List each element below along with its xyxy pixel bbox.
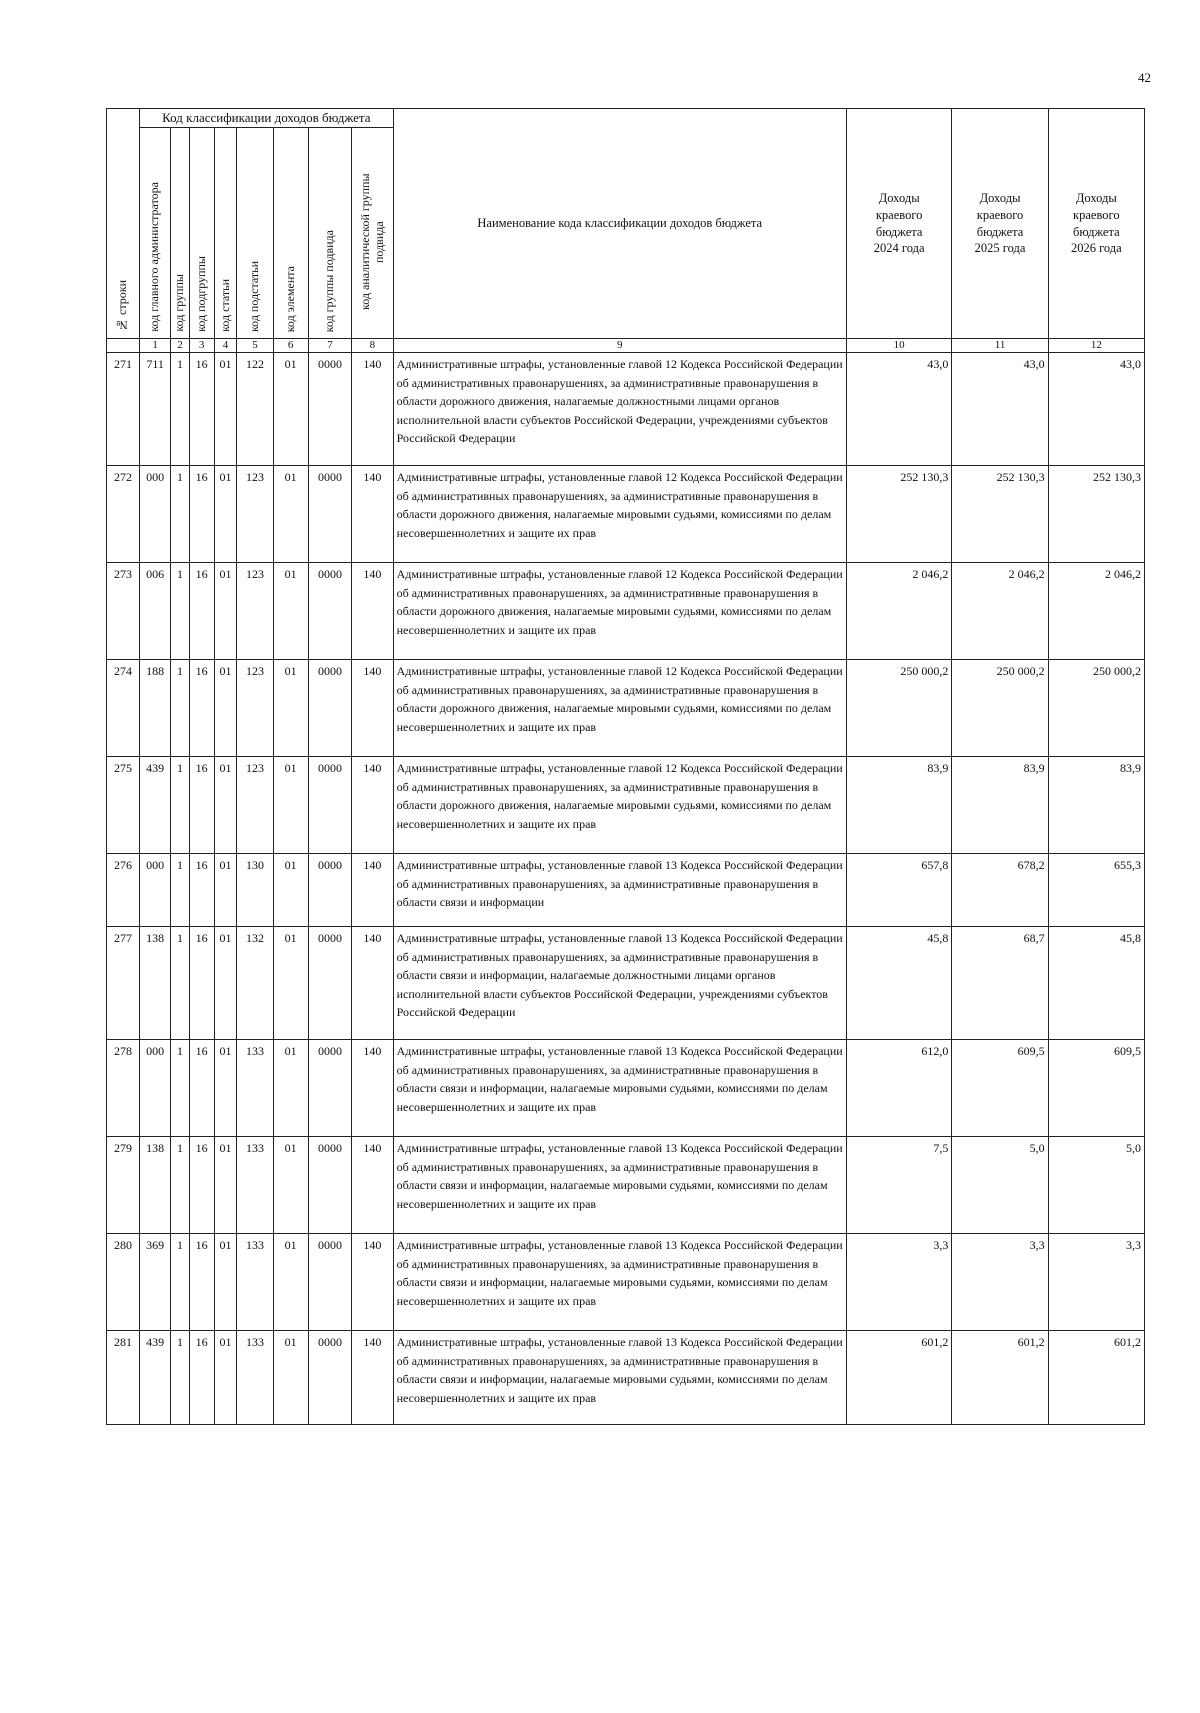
admin-code-cell: 000 [140, 854, 171, 927]
column-number: 6 [273, 339, 308, 353]
income-2025-header [952, 109, 1048, 339]
subtype-group-code-cell: 0000 [308, 927, 351, 1040]
income-2025-cell: 2 046,2 [952, 563, 1048, 660]
element-code-cell: 01 [273, 757, 308, 854]
row-number-cell: 278 [107, 1040, 140, 1137]
article-code-cell: 01 [214, 563, 237, 660]
column-number: 9 [393, 339, 846, 353]
analytic-group-code-cell: 140 [352, 1234, 393, 1331]
subtype-group-code-cell: 0000 [308, 1040, 351, 1137]
group-code-cell: 1 [171, 563, 190, 660]
group-code-cell: 1 [171, 466, 190, 563]
income-code-name-cell: Административные штрафы, установленные главой 12 Кодекса Российской Федерации об административных правонарушениях, за административные правонарушения в области дорожного движения, налагаемые мировыми судьями, комиссиями по делам несовершеннолетних и защите их прав [393, 563, 846, 660]
income-2024-cell: 601,2 [846, 1331, 952, 1425]
subtype-group-code-cell: 0000 [308, 1234, 351, 1331]
income-2025-cell: 609,5 [952, 1040, 1048, 1137]
table-row [107, 466, 1145, 563]
income-2024-cell: 7,5 [846, 1137, 952, 1234]
income-2024-header-line: краевого [875, 207, 923, 222]
column-number: 5 [237, 339, 273, 353]
income-2026-cell: 3,3 [1048, 1234, 1144, 1331]
column-number: 7 [308, 339, 351, 353]
income-2026-cell: 655,3 [1048, 854, 1144, 927]
income-code-name-cell: Административные штрафы, установленные главой 13 Кодекса Российской Федерации об административных правонарушениях, за административные правонарушения в области связи и информации, налагаемые мировыми судьями, комиссиями по делам несовершеннолетних и защите их прав [393, 1234, 846, 1331]
analytic-group-code-header [352, 128, 393, 339]
table-row [107, 927, 1145, 1040]
income-2026-cell: 2 046,2 [1048, 563, 1144, 660]
article-code-cell: 01 [214, 927, 237, 1040]
row-number-cell: 277 [107, 927, 140, 1040]
subarticle-code-cell: 130 [237, 854, 273, 927]
income-2025-cell: 252 130,3 [952, 466, 1048, 563]
subgroup-code-cell: 16 [189, 1234, 214, 1331]
table-row [107, 353, 1145, 466]
income-2025-header-line: Доходы [979, 190, 1021, 205]
group-code-cell: 1 [171, 1234, 190, 1331]
income-2025-header-line: бюджета [976, 224, 1024, 239]
income-code-name-cell: Административные штрафы, установленные главой 12 Кодекса Российской Федерации об административных правонарушениях, за административные правонарушения в области дорожного движения, налагаемые мировыми судьями, комиссиями по делам несовершеннолетних и защите их прав [393, 757, 846, 854]
table-row [107, 660, 1145, 757]
income-2025-cell: 3,3 [952, 1234, 1048, 1331]
row-number-cell: 272 [107, 466, 140, 563]
row-number-cell: 279 [107, 1137, 140, 1234]
income-2025-header-line: 2025 года [974, 241, 1026, 256]
income-2025-cell: 250 000,2 [952, 660, 1048, 757]
subarticle-code-cell: 123 [237, 563, 273, 660]
subtype-group-code-cell: 0000 [308, 1137, 351, 1234]
subtype-group-code-header [308, 128, 351, 339]
income-2025-cell: 5,0 [952, 1137, 1048, 1234]
subtype-group-code-cell: 0000 [308, 466, 351, 563]
admin-code-cell: 138 [140, 1137, 171, 1234]
income-2024-cell: 252 130,3 [846, 466, 952, 563]
row-number-header-label: № строки [115, 280, 130, 332]
article-code-cell: 01 [214, 1331, 237, 1425]
income-code-name-cell: Административные штрафы, установленные главой 12 Кодекса Российской Федерации об административных правонарушениях, за административные правонарушения в области дорожного движения, налагаемые должностными лицами органов исполнительной власти субъектов Российской Федерации, учреждениями субъектов Российской Федерации [393, 353, 846, 466]
article-code-header [214, 128, 237, 339]
row-number-cell: 275 [107, 757, 140, 854]
element-code-cell: 01 [273, 563, 308, 660]
income-2024-cell: 2 046,2 [846, 563, 952, 660]
income-code-name-cell: Административные штрафы, установленные главой 12 Кодекса Российской Федерации об административных правонарушениях, за административные правонарушения в области дорожного движения, налагаемые мировыми судьями, комиссиями по делам несовершеннолетних и защите их прав [393, 466, 846, 563]
name-column-header: Наименование кода классификации доходов бюджета [393, 109, 846, 339]
income-2025-cell: 601,2 [952, 1331, 1048, 1425]
subgroup-code-cell: 16 [189, 563, 214, 660]
subarticle-code-cell: 133 [237, 1331, 273, 1425]
income-2024-cell: 45,8 [846, 927, 952, 1040]
analytic-group-code-cell: 140 [352, 757, 393, 854]
element-code-cell: 01 [273, 1331, 308, 1425]
element-code-cell: 01 [273, 1040, 308, 1137]
column-number [107, 339, 140, 353]
group-code-cell: 1 [171, 353, 190, 466]
table-row [107, 1234, 1145, 1331]
element-code-header-label: код элемента [282, 265, 297, 332]
row-number-header [107, 109, 140, 339]
income-2026-header [1048, 109, 1144, 339]
subarticle-code-cell: 122 [237, 353, 273, 466]
subarticle-code-cell: 133 [237, 1040, 273, 1137]
row-number-cell: 271 [107, 353, 140, 466]
table-header [107, 109, 1145, 353]
income-2026-cell: 609,5 [1048, 1040, 1144, 1137]
subgroup-code-header-label: код подгруппы [193, 256, 208, 332]
article-code-cell: 01 [214, 660, 237, 757]
subgroup-code-cell: 16 [189, 854, 214, 927]
admin-code-cell: 000 [140, 466, 171, 563]
row-number-cell: 280 [107, 1234, 140, 1331]
income-code-name-cell: Административные штрафы, установленные главой 13 Кодекса Российской Федерации об административных правонарушениях, за административные правонарушения в области связи и информации, налагаемые мировыми судьями, комиссиями по делам несовершеннолетних и защите их прав [393, 1331, 846, 1425]
group-code-cell: 1 [171, 1040, 190, 1137]
element-code-cell: 01 [273, 353, 308, 466]
group-code-cell: 1 [171, 757, 190, 854]
subarticle-code-header [237, 128, 273, 339]
element-code-header [273, 128, 308, 339]
subgroup-code-cell: 16 [189, 1331, 214, 1425]
income-2024-cell: 250 000,2 [846, 660, 952, 757]
article-code-cell: 01 [214, 1234, 237, 1331]
subarticle-code-cell: 123 [237, 466, 273, 563]
article-code-cell: 01 [214, 757, 237, 854]
income-2024-cell: 657,8 [846, 854, 952, 927]
classification-code-group-header: Код классификации доходов бюджета [140, 109, 393, 128]
income-2025-cell: 678,2 [952, 854, 1048, 927]
income-2024-header-line: 2024 года [873, 241, 925, 256]
income-2026-header-line: Доходы [1075, 190, 1117, 205]
column-number: 12 [1048, 339, 1144, 353]
group-code-cell: 1 [171, 854, 190, 927]
subarticle-code-cell: 132 [237, 927, 273, 1040]
income-2024-header [846, 109, 952, 339]
group-code-header-label: код группы [172, 274, 187, 332]
column-number-row [107, 339, 1145, 353]
row-number-cell: 274 [107, 660, 140, 757]
income-2025-cell: 83,9 [952, 757, 1048, 854]
income-2026-cell: 43,0 [1048, 353, 1144, 466]
subarticle-code-cell: 133 [237, 1137, 273, 1234]
admin-code-cell: 369 [140, 1234, 171, 1331]
element-code-cell: 01 [273, 854, 308, 927]
income-2026-cell: 45,8 [1048, 927, 1144, 1040]
income-2026-cell: 5,0 [1048, 1137, 1144, 1234]
subgroup-code-cell: 16 [189, 1137, 214, 1234]
table-body [107, 353, 1145, 1425]
group-code-cell: 1 [171, 660, 190, 757]
subtype-group-code-cell: 0000 [308, 854, 351, 927]
subgroup-code-cell: 16 [189, 660, 214, 757]
analytic-group-code-cell: 140 [352, 563, 393, 660]
article-code-cell: 01 [214, 466, 237, 563]
table-row [107, 1040, 1145, 1137]
analytic-group-code-cell: 140 [352, 466, 393, 563]
subtype-group-code-cell: 0000 [308, 757, 351, 854]
admin-code-cell: 188 [140, 660, 171, 757]
table-row [107, 757, 1145, 854]
element-code-cell: 01 [273, 466, 308, 563]
income-2026-cell: 601,2 [1048, 1331, 1144, 1425]
column-number: 4 [214, 339, 237, 353]
income-code-name-cell: Административные штрафы, установленные главой 13 Кодекса Российской Федерации об административных правонарушениях, за административные правонарушения в области связи и информации [393, 854, 846, 927]
element-code-cell: 01 [273, 1234, 308, 1331]
table-row [107, 563, 1145, 660]
row-number-cell: 281 [107, 1331, 140, 1425]
income-2026-header-line: краевого [1073, 207, 1120, 222]
subtype-group-code-cell: 0000 [308, 660, 351, 757]
column-number: 3 [189, 339, 214, 353]
column-number: 10 [846, 339, 952, 353]
article-code-header-label: код статьи [217, 279, 232, 332]
admin-code-cell: 439 [140, 1331, 171, 1425]
income-code-name-cell: Административные штрафы, установленные главой 13 Кодекса Российской Федерации об административных правонарушениях, за административные правонарушения в области связи и информации, налагаемые мировыми судьями, комиссиями по делам несовершеннолетних и защите их прав [393, 1040, 846, 1137]
admin-code-header-label: код главного администратора [147, 182, 162, 332]
article-code-cell: 01 [214, 353, 237, 466]
income-2024-header-line: Доходы [878, 190, 920, 205]
admin-code-cell: 000 [140, 1040, 171, 1137]
subgroup-code-cell: 16 [189, 1040, 214, 1137]
analytic-group-code-cell: 140 [352, 1331, 393, 1425]
subgroup-code-cell: 16 [189, 757, 214, 854]
group-code-cell: 1 [171, 927, 190, 1040]
admin-code-cell: 138 [140, 927, 171, 1040]
admin-code-cell: 006 [140, 563, 171, 660]
analytic-group-code-cell: 140 [352, 1137, 393, 1234]
subtype-group-code-cell: 0000 [308, 353, 351, 466]
income-2026-cell: 83,9 [1048, 757, 1144, 854]
subtype-group-code-header-label: код группы подвида [322, 229, 337, 332]
income-2024-header-line: бюджета [875, 224, 923, 239]
income-2025-cell: 68,7 [952, 927, 1048, 1040]
income-2024-cell: 612,0 [846, 1040, 952, 1137]
admin-code-cell: 439 [140, 757, 171, 854]
subtype-group-code-cell: 0000 [308, 563, 351, 660]
analytic-group-code-cell: 140 [352, 927, 393, 1040]
group-code-cell: 1 [171, 1137, 190, 1234]
subgroup-code-cell: 16 [189, 466, 214, 563]
element-code-cell: 01 [273, 927, 308, 1040]
column-number: 2 [171, 339, 190, 353]
table-row [107, 1331, 1145, 1425]
analytic-group-code-header-label: код аналитической группы подвида [357, 173, 386, 311]
budget-income-table [106, 108, 1145, 1425]
income-2026-cell: 252 130,3 [1048, 466, 1144, 563]
subarticle-code-cell: 133 [237, 1234, 273, 1331]
table-row [107, 854, 1145, 927]
analytic-group-code-cell: 140 [352, 660, 393, 757]
income-2026-header-line: 2026 года [1070, 241, 1122, 256]
analytic-group-code-cell: 140 [352, 353, 393, 466]
subarticle-code-cell: 123 [237, 660, 273, 757]
element-code-cell: 01 [273, 660, 308, 757]
income-2024-cell: 3,3 [846, 1234, 952, 1331]
subgroup-code-header [189, 128, 214, 339]
article-code-cell: 01 [214, 854, 237, 927]
analytic-group-code-cell: 140 [352, 854, 393, 927]
analytic-group-code-cell: 140 [352, 1040, 393, 1137]
income-2025-header-line: краевого [976, 207, 1024, 222]
income-2026-header-line: бюджета [1073, 224, 1120, 239]
income-code-name-cell: Административные штрафы, установленные главой 13 Кодекса Российской Федерации об административных правонарушениях, за административные правонарушения в области связи и информации, налагаемые должностными лицами органов исполнительной власти субъектов Российской Федерации, учреждениями субъектов Российской Федерации [393, 927, 846, 1040]
subgroup-code-cell: 16 [189, 927, 214, 1040]
income-2024-cell: 43,0 [846, 353, 952, 466]
row-number-cell: 276 [107, 854, 140, 927]
subgroup-code-cell: 16 [189, 353, 214, 466]
column-number: 11 [952, 339, 1048, 353]
subarticle-code-cell: 123 [237, 757, 273, 854]
admin-code-cell: 711 [140, 353, 171, 466]
income-code-name-cell: Административные штрафы, установленные главой 12 Кодекса Российской Федерации об административных правонарушениях, за административные правонарушения в области дорожного движения, налагаемые мировыми судьями, комиссиями по делам несовершеннолетних и защите их прав [393, 660, 846, 757]
article-code-cell: 01 [214, 1137, 237, 1234]
subtype-group-code-cell: 0000 [308, 1331, 351, 1425]
group-code-header [171, 128, 190, 339]
income-2024-cell: 83,9 [846, 757, 952, 854]
column-number: 1 [140, 339, 171, 353]
column-number: 8 [352, 339, 393, 353]
page-number: 42 [1138, 70, 1151, 85]
group-code-cell: 1 [171, 1331, 190, 1425]
income-code-name-cell: Административные штрафы, установленные главой 13 Кодекса Российской Федерации об административных правонарушениях, за административные правонарушения в области связи и информации, налагаемые мировыми судьями, комиссиями по делам несовершеннолетних и защите их прав [393, 1137, 846, 1234]
article-code-cell: 01 [214, 1040, 237, 1137]
table-row [107, 1137, 1145, 1234]
row-number-cell: 273 [107, 563, 140, 660]
income-2026-cell: 250 000,2 [1048, 660, 1144, 757]
income-2025-cell: 43,0 [952, 353, 1048, 466]
admin-code-header [140, 128, 171, 339]
subarticle-code-header-label: код подстатьи [247, 260, 262, 332]
element-code-cell: 01 [273, 1137, 308, 1234]
